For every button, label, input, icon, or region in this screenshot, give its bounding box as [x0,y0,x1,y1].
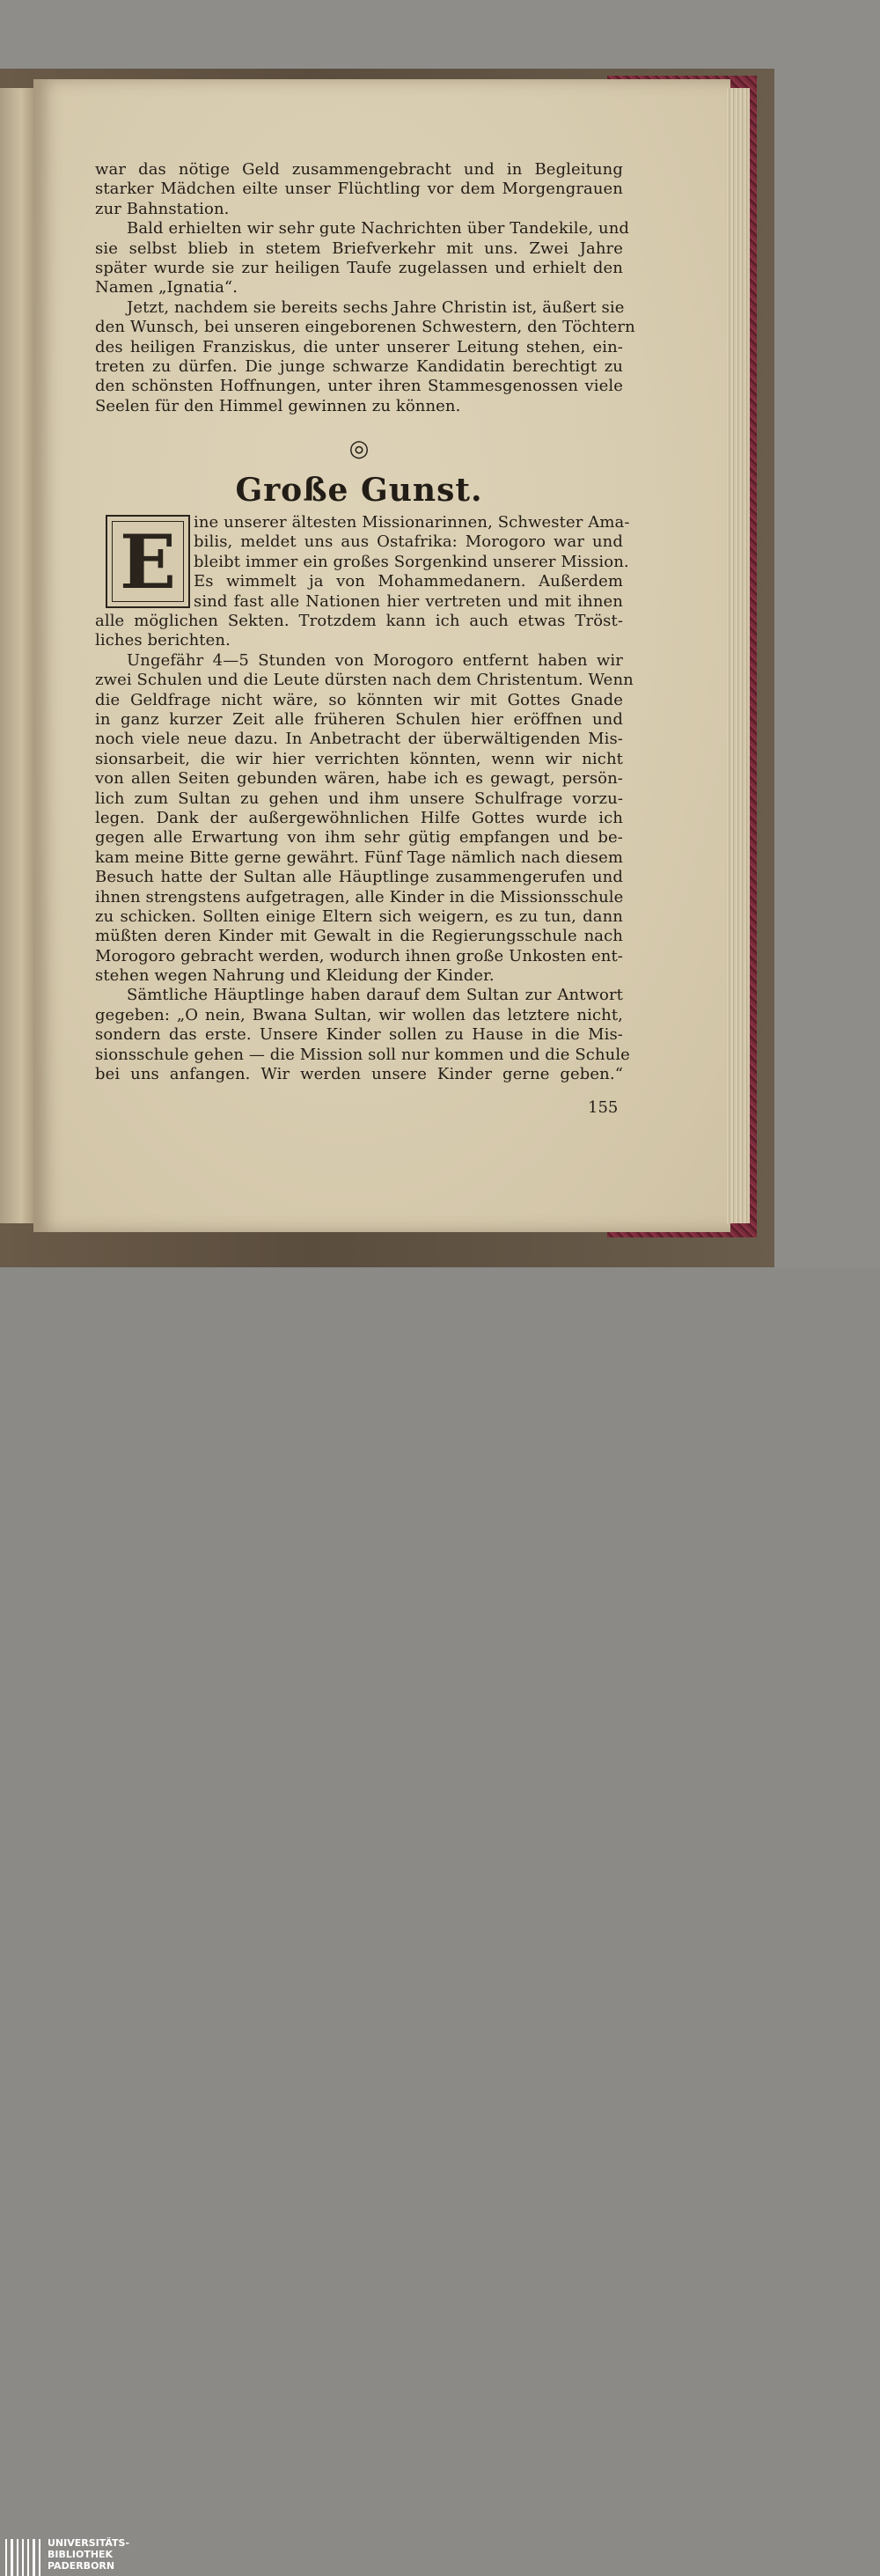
text-line: stehen wegen Nahrung und Kleidung der Kinder. [95,966,495,986]
text-line: Ungefähr 4—5 Stunden von Morogoro entfernt haben wir [127,650,623,670]
paragraph-5 [95,650,634,987]
paragraph-1 [95,160,623,219]
text-line: zu schicken. Sollten einige Eltern sich weigern, es zu tun, dann [95,906,623,926]
drop-cap-initial: E [106,515,190,608]
text-line: sondern das erste. Unsere Kinder sollen zu Hause in die Mis- [95,1025,623,1045]
text-line: von allen Seiten gebunden wären, habe ich es gewagt, persön- [95,769,623,789]
page-text-block [95,160,635,1084]
text-line: zwei Schulen und die Leute dürsten nach dem Christentum. Wenn [95,671,634,690]
text-line: noch viele neue dazu. In Anbetracht der überwältigenden Mis- [95,730,623,749]
text-line: alle möglichen Sekten. Trotzdem kann ich auch etwas Tröst- [95,612,623,631]
section-heading: Große Gunst. [235,472,483,510]
text-line: bleibt immer ein großes Sorgenkind unserer Mission. [194,552,629,571]
text-line: legen. Dank der außergewöhnlichen Hilfe Gottes wurde ich [95,808,623,827]
text-line: in ganz kurzer Zeit alle früheren Schulen hier eröffnen und [95,709,623,729]
paragraph-3 [95,297,635,416]
left-page-edge [0,88,35,1223]
text-line: kam meine Bitte gerne gewährt. Fünf Tage nämlich nach diesem [95,848,623,867]
page-stack-edges [727,88,750,1223]
section-ornament-icon: ◎ [348,436,370,463]
scan-background [0,0,880,1267]
text-line: Jetzt, nachdem sie bereits sechs Jahre Christin ist, äußert sie [127,297,625,317]
text-line: ine unserer ältesten Missionarinnen, Schwester Ama- [194,513,630,532]
text-line: später wurde sie zur heiligen Taufe zugelassen und erhielt den [95,258,623,277]
text-line: die Geldfrage nicht wäre, so könnten wir mit Gottes Gnade [95,690,623,709]
text-line: lich zum Sultan zu gehen und ihm unsere Schulfrage vorzu- [95,789,623,808]
text-line: den Wunsch, bei unseren eingeborenen Schwestern, den Töchtern [95,318,635,337]
text-line: zur Bahnstation. [95,199,230,218]
logo-line: BIBLIOTHEK [48,2549,114,2560]
text-line: des heiligen Franziskus, die unter unserer Leitung stehen, ein- [95,337,623,356]
library-footer [0,1267,880,2572]
text-line: war das nötige Geld zusammengebracht und in Begleitung [95,160,623,179]
page-number: 155 [588,1098,619,1117]
text-line: Es wimmelt ja von Mohammedanern. Außerdem [194,572,623,591]
text-line: Bald erhielten wir sehr gute Nachrichten über Tandekile, und [127,219,630,239]
text-line: gegeben: „O nein, Bwana Sultan, wir wollen das letztere nicht, [95,1005,623,1024]
text-line: starker Mädchen eilte unser Flüchtling vor dem Morgengrauen [95,180,623,199]
text-line: gegen alle Erwartung von ihm sehr gütig empfangen und be- [95,828,623,848]
text-line: treten zu dürfen. Die junge schwarze Kandidatin berechtigt zu [95,356,623,376]
text-line: müßten deren Kinder mit Gewalt in die Regierungsschule nach [95,927,623,946]
text-line: Namen „Ignatia“. [95,278,238,297]
text-line: bei uns anfangen. Wir werden unsere Kinder gerne geben.“ [95,1065,623,1084]
text-line: den schönsten Hoffnungen, unter ihren Stammesgenossen viele [95,377,623,396]
text-line: bilis, meldet uns aus Ostafrika: Morogoro war und [194,532,623,552]
text-line: Morogoro gebracht werden, wodurch ihnen große Unkosten ent- [95,946,623,965]
paragraph-2 [95,219,630,298]
text-line: Besuch hatte der Sultan alle Häuptlinge zusammengerufen und [95,868,623,887]
text-line: sind fast alle Nationen hier vertreten und mit ihnen [194,591,623,611]
library-logo-text [48,2537,129,2572]
library-logo-icon [5,2539,40,2576]
text-line: ihnen strengstens aufgetragen, alle Kinder in die Missionsschule [95,887,624,906]
paragraph-6 [95,986,630,1084]
text-line: liches berichten. [95,631,231,650]
text-line: sionsarbeit, die wir hier verrichten könnten, wenn wir nicht [95,749,623,768]
text-line: Sämtliche Häuptlinge haben darauf dem Sultan zur Antwort [127,986,623,1005]
paragraph-4 [95,513,630,651]
logo-line: PADERBORN [48,2560,115,2572]
logo-line: UNIVERSITÄTS- [48,2537,130,2549]
text-line: sie selbst blieb in stetem Briefverkehr mit uns. Zwei Jahre [95,239,623,258]
text-line: Seelen für den Himmel gewinnen zu können. [95,396,461,415]
text-line: sionsschule gehen — die Mission soll nur kommen und die Schule [95,1045,630,1064]
